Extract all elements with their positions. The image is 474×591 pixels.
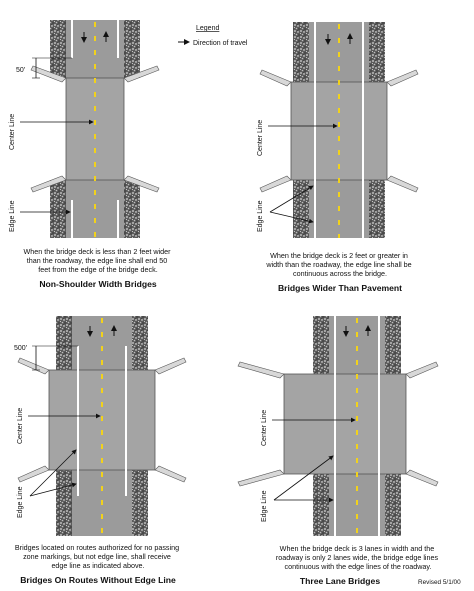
- shoulder-bottom-right: [369, 180, 385, 238]
- shoulder-top-left: [56, 316, 72, 370]
- caption-line-1: When the bridge deck is less than 2 feet wider: [23, 247, 171, 256]
- caption: [23, 247, 172, 274]
- edge-line-label: Edge Line: [257, 200, 264, 232]
- caption: [276, 544, 440, 571]
- panel-title: Bridges Wider Than Pavement: [277, 283, 403, 293]
- panel-routes-without-edge-line: [14, 316, 186, 585]
- shoulder-top-right: [385, 316, 401, 374]
- panel-non-shoulder: [9, 20, 173, 289]
- caption: [15, 543, 181, 570]
- shoulder-bottom-right: [385, 474, 401, 536]
- center-line-label: Center Line: [261, 409, 268, 446]
- shoulder-top-right: [369, 22, 385, 82]
- dimension-label: 50': [16, 67, 26, 74]
- edge-line-label: Edge Line: [9, 200, 16, 232]
- panel-wider-than-pavement: [257, 22, 418, 293]
- dimension-label: 500': [14, 345, 28, 352]
- center-line-label: Center Line: [257, 119, 264, 156]
- shoulder-bottom-left: [293, 180, 309, 238]
- center-line-label: Center Line: [17, 407, 24, 444]
- caption-line-3: continuous across the bridge.: [293, 269, 387, 278]
- caption-line-3: feet from the edge of the bridge deck.: [38, 265, 158, 274]
- shoulder-top-right: [124, 20, 140, 78]
- caption-line-3: continuous with the edge lines of the roadway.: [284, 562, 432, 571]
- shoulder-bottom-left: [56, 470, 72, 536]
- caption-line-2: than the roadway, the edge line shall end 50: [26, 256, 168, 265]
- shoulder-bottom-right: [132, 470, 148, 536]
- edge-line-label: Edge Line: [17, 486, 24, 518]
- shoulder-bottom-left: [313, 474, 329, 536]
- caption-line-1: When the bridge deck is 3 lanes in width and the: [279, 544, 435, 553]
- edge-line-label: Edge Line: [261, 490, 268, 522]
- caption-line-3: edge line as indicated above.: [51, 561, 145, 570]
- legend-arrow-label: Direction of travel: [193, 40, 248, 47]
- caption-line-2: zone markings, but not edge line, shall receive: [23, 552, 171, 561]
- caption-line-2: width than the roadway, the edge line shall be: [266, 260, 412, 269]
- panel-title: Non-Shoulder Width Bridges: [39, 279, 157, 289]
- shoulder-top-right: [132, 316, 148, 370]
- panel-title: Three Lane Bridges: [299, 576, 381, 586]
- caption: [265, 251, 413, 278]
- revision-date: Revised 5/1/00: [418, 579, 461, 586]
- shoulder-bottom-left: [50, 180, 66, 238]
- shoulder-top-left: [293, 22, 309, 82]
- bridge-deck: [284, 374, 406, 474]
- panel-title: Bridges On Routes Without Edge Line: [20, 575, 176, 585]
- shoulder-top-left: [313, 316, 329, 374]
- center-line-label: Center Line: [9, 113, 16, 150]
- shoulder-top-left: [50, 20, 66, 78]
- caption-line-2: roadway is only 2 lanes wide, the bridge edge lines: [275, 553, 439, 562]
- caption-line-1: Bridges located on routes authorized for no passing: [14, 543, 180, 552]
- shoulder-bottom-right: [124, 180, 140, 238]
- caption-line-1: When the bridge deck is 2 feet or greater in: [270, 251, 408, 260]
- legend-title: Legend: [196, 25, 220, 32]
- panel-three-lane-bridges: [238, 316, 461, 586]
- legend: [178, 25, 248, 47]
